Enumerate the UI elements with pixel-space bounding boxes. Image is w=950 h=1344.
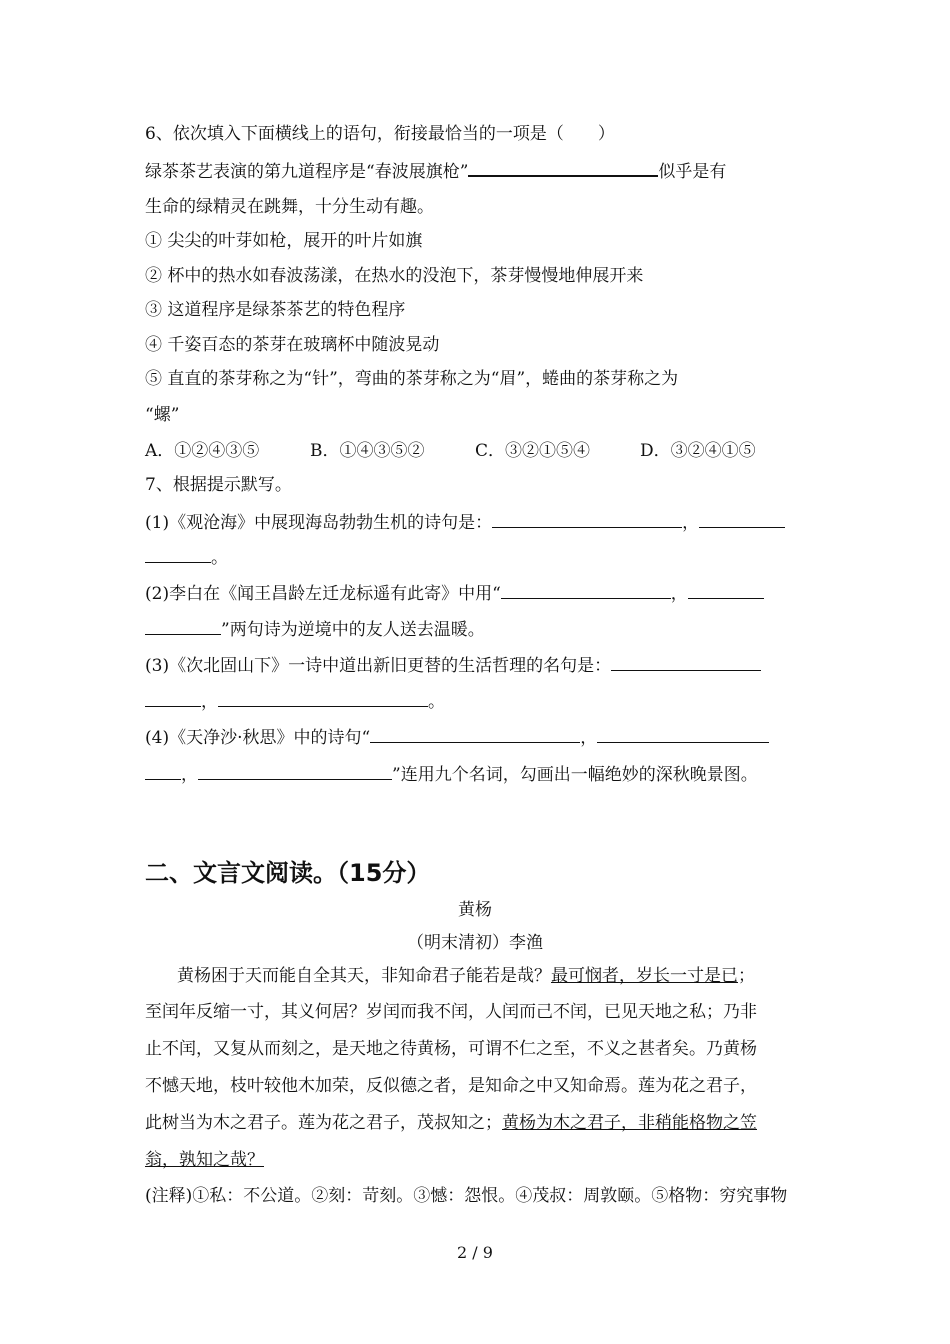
- q6-line1-post: 似乎是有: [658, 162, 727, 182]
- q7-part2-line2: [145, 616, 485, 642]
- q6-item-3: ③ 这道程序是绿茶茶艺的特色程序: [145, 300, 406, 320]
- q7-part1-blank-a[interactable]: [492, 509, 682, 528]
- q7-part2-blank-b-cont[interactable]: [145, 616, 221, 635]
- q7-part4-blank-c[interactable]: [198, 761, 392, 780]
- q6-item-1: ① 尖尖的叶芽如枪，展开的叶片如旗: [145, 231, 423, 251]
- q7-part4-blank-b-cont[interactable]: [145, 761, 181, 780]
- passage-author: （明末清初）李渔: [407, 933, 543, 953]
- q6-fill-blank[interactable]: [468, 157, 658, 177]
- q7-part3-blank-a[interactable]: [611, 652, 761, 671]
- q6-option-d[interactable]: D．③②④①⑤: [640, 441, 756, 461]
- q7-part4-text: (4)《天净沙·秋思》中的诗句“: [145, 728, 371, 748]
- q6-passage-line1: [145, 157, 726, 184]
- q7-part4-end: ”连用九个名词，勾画出一幅绝妙的深秋晚景图。: [392, 765, 758, 785]
- q7-part1-end: 。: [211, 548, 228, 568]
- q7-stem: 7、根据提示默写。: [145, 475, 292, 495]
- q7-part2-line1: [145, 580, 764, 606]
- passage-underlined-sentence-2: 黄杨为木之君子，非稍能格物之笠: [502, 1113, 757, 1133]
- q7-part2-text: (2)李白在《闻王昌龄左迁龙标遥有此寄》中用“: [145, 584, 501, 604]
- passage-line1-a: 黄杨困于天而能自全其天，非知命君子能若是哉？: [177, 966, 551, 986]
- page-number: 2 / 9: [457, 1243, 493, 1262]
- q7-part4-blank-a[interactable]: [370, 724, 580, 743]
- passage-underlined-sentence-1: 最可悯者，岁长一寸是已: [551, 966, 738, 986]
- q7-part2-comma: ，: [670, 584, 688, 604]
- q6-passage-line2: 生命的绿精灵在跳舞，十分生动有趣。: [145, 197, 434, 217]
- q7-part3-end: 。: [428, 692, 445, 712]
- passage-line3: 止不闰，又复从而刻之，是天地之待黄杨，可谓不仁之至，不义之甚者矣。乃黄杨: [145, 1039, 757, 1059]
- q6-options: [145, 439, 756, 463]
- q7-part2-blank-b[interactable]: [688, 580, 764, 599]
- q7-part3-line2: [145, 688, 445, 714]
- q6-line1-pre: 绿茶茶艺表演的第九道程序是“春波展旗枪”: [145, 162, 469, 182]
- passage-line1: [177, 964, 755, 988]
- q7-part1-text: (1)《观沧海》中展现海岛勃勃生机的诗句是：: [145, 513, 493, 533]
- q6-option-c[interactable]: C．③②①⑤④: [475, 441, 591, 461]
- passage-line5: [145, 1111, 757, 1135]
- q7-part3-comma: ，: [201, 692, 218, 712]
- q7-part4-comma2: ，: [181, 765, 198, 785]
- q7-part1-blank-b-cont[interactable]: [145, 544, 211, 563]
- q6-item-5: ⑤ 直直的茶芽称之为“针”，弯曲的茶芽称之为“眉”，蜷曲的茶芽称之为: [145, 369, 679, 389]
- q7-part1-line1: [145, 509, 785, 535]
- passage-line4: 不憾天地，枝叶较他木加荣，反似德之者，是知命之中又知命焉。莲为花之君子，: [145, 1076, 757, 1096]
- q6-item-5-cont: “螺”: [145, 405, 180, 425]
- passage-line2: 至闰年反缩一寸，其义何居？岁闰而我不闰，人闰而己不闰，已见天地之私；乃非: [145, 1002, 757, 1022]
- q7-part3-text: (3)《次北固山下》一诗中道出新旧更替的生活哲理的名句是：: [145, 656, 612, 676]
- passage-line1-c: ；: [738, 966, 755, 986]
- q6-item-4: ④ 千姿百态的茶芽在玻璃杯中随波晃动: [145, 335, 440, 355]
- passage-line5-a: 此树当为木之君子。莲为花之君子，茂叔知之；: [145, 1113, 502, 1133]
- q6-stem: 6、依次填入下面横线上的语句，衔接最恰当的一项是（ ）: [145, 124, 615, 144]
- q6-item-2: ② 杯中的热水如春波荡漾，在热水的没泡下，茶芽慢慢地伸展开来: [145, 266, 644, 286]
- q7-part3-blank-b[interactable]: [218, 688, 428, 707]
- q7-part4-line1: [145, 724, 769, 750]
- q7-part3-line1: [145, 652, 761, 678]
- section2-heading: 二、文言文阅读。（15分）: [145, 859, 431, 887]
- q7-part3-blank-a-cont[interactable]: [145, 688, 201, 707]
- passage-notes: (注释)①私：不公道。②刻：苛刻。③憾：怨恨。④茂叔：周敦颐。⑤格物：穷究事物: [145, 1186, 788, 1206]
- q7-part4-comma: ，: [580, 728, 598, 748]
- q6-option-b[interactable]: B．①④③⑤②: [310, 441, 425, 461]
- q7-part1-blank-b[interactable]: [699, 509, 785, 528]
- q7-part2-blank-a[interactable]: [501, 580, 671, 599]
- q7-part1-line2: [145, 544, 228, 570]
- q6-option-a[interactable]: A．①②④③⑤: [145, 441, 260, 461]
- q7-part1-comma: ，: [682, 513, 700, 533]
- passage-title: 黄杨: [458, 900, 492, 920]
- q7-part4-line2: [145, 761, 758, 787]
- q7-part4-blank-b[interactable]: [597, 724, 769, 743]
- passage-underlined-sentence-2-cont: 翁，孰知之哉？: [145, 1150, 264, 1170]
- passage-line6: [145, 1148, 264, 1172]
- q7-part2-end: ”两句诗为逆境中的友人送去温暖。: [221, 620, 485, 640]
